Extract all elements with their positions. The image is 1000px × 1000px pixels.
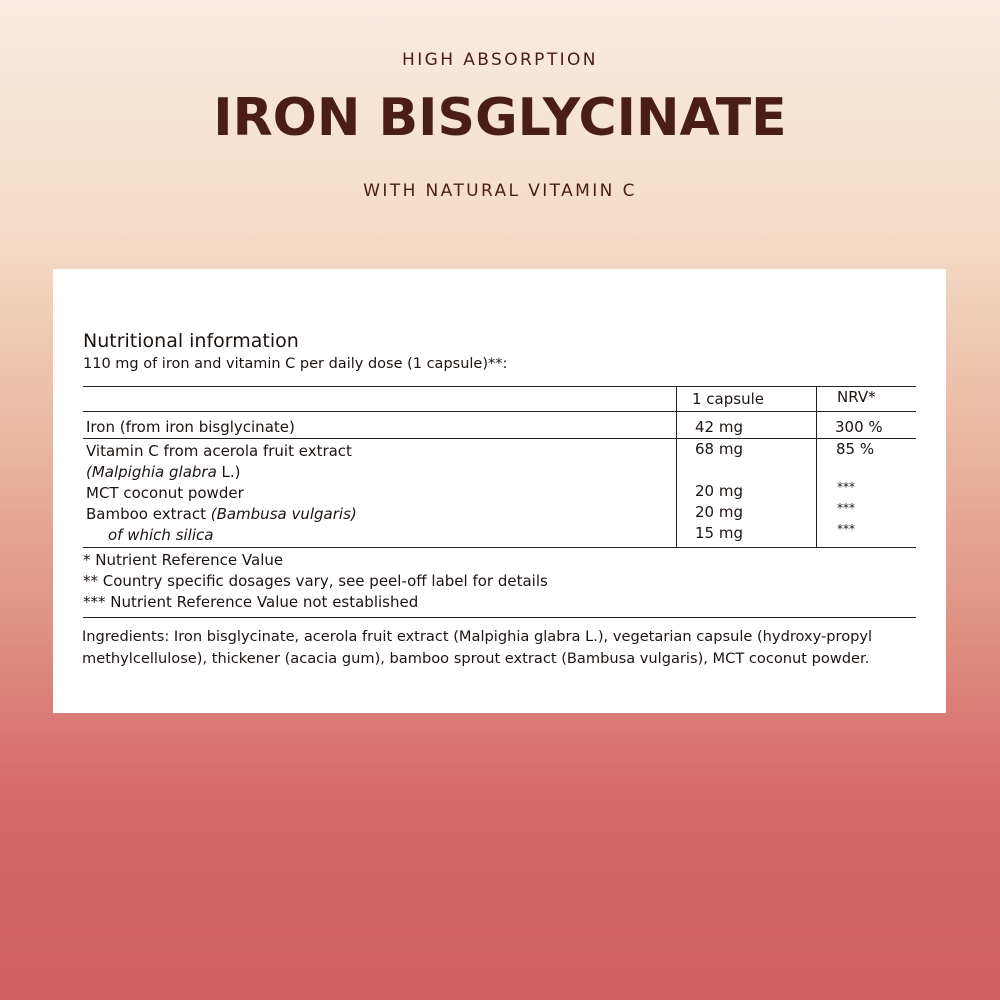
- product-title: IRON BISGLYCINATE: [213, 88, 787, 148]
- table-row-name: of which silica: [108, 526, 214, 544]
- botanical-suffix: L.): [216, 463, 241, 481]
- ingredients-rule: [83, 617, 916, 618]
- nutrition-card: [53, 269, 946, 713]
- table-top-rule: [83, 386, 916, 387]
- footnote: ** Country specific dosages vary, see peel-off label for details: [83, 572, 548, 590]
- table-row-amount: 20 mg: [695, 503, 743, 521]
- table-row-nrv: ***: [837, 522, 855, 536]
- ingredients-text: Ingredients: Iron bisglycinate, acerola fruit extract (Malpighia glabra L.), vegetarian capsule (hydroxy-propyl methylcellulose), thickener (acacia gum), bamboo sprout extract (Bambusa vulgaris), MCT coconut powder.: [82, 628, 873, 667]
- table-row-name: [86, 505, 357, 523]
- table-row-nrv: 85 %: [836, 440, 875, 458]
- botanical-name: Malpighia glabra: [91, 463, 217, 481]
- table-row-nrv: ***: [837, 480, 855, 494]
- table-column-divider: [816, 386, 817, 547]
- table-row-nrv: ***: [837, 501, 855, 515]
- ingredient-name: Bamboo extract: [86, 505, 211, 523]
- column-header-amount: 1 capsule: [692, 390, 764, 408]
- table-column-divider: [676, 386, 677, 547]
- table-row-amount: 42 mg: [695, 418, 743, 436]
- table-row-nrv: 300 %: [835, 418, 883, 436]
- table-row-name: Iron (from iron bisglycinate): [86, 418, 295, 436]
- table-row-amount: 68 mg: [695, 440, 743, 458]
- table-row-subname: [86, 463, 241, 481]
- footnote: * Nutrient Reference Value: [83, 551, 284, 569]
- eyebrow-label: HIGH ABSORPTION: [402, 50, 598, 70]
- table-bottom-rule: [83, 547, 916, 548]
- table-row-name: Vitamin C from acerola fruit extract: [86, 442, 352, 460]
- botanical-name: (Bambusa vulgaris): [210, 505, 357, 523]
- column-header-nrv: NRV*: [837, 388, 876, 406]
- dose-line: 110 mg of iron and vitamin C per daily dose (1 capsule)**:: [83, 356, 508, 372]
- product-subtitle: WITH NATURAL VITAMIN C: [363, 181, 637, 201]
- nutrition-heading: Nutritional information: [83, 330, 299, 352]
- table-row-name: MCT coconut powder: [86, 484, 244, 502]
- table-row-amount: 20 mg: [695, 482, 743, 500]
- table-row-amount: 15 mg: [695, 524, 743, 542]
- table-header-rule: [83, 411, 916, 412]
- footnote: *** Nutrient Reference Value not established: [83, 593, 419, 611]
- open-paren: (: [86, 463, 92, 481]
- table-row-rule: [83, 438, 916, 439]
